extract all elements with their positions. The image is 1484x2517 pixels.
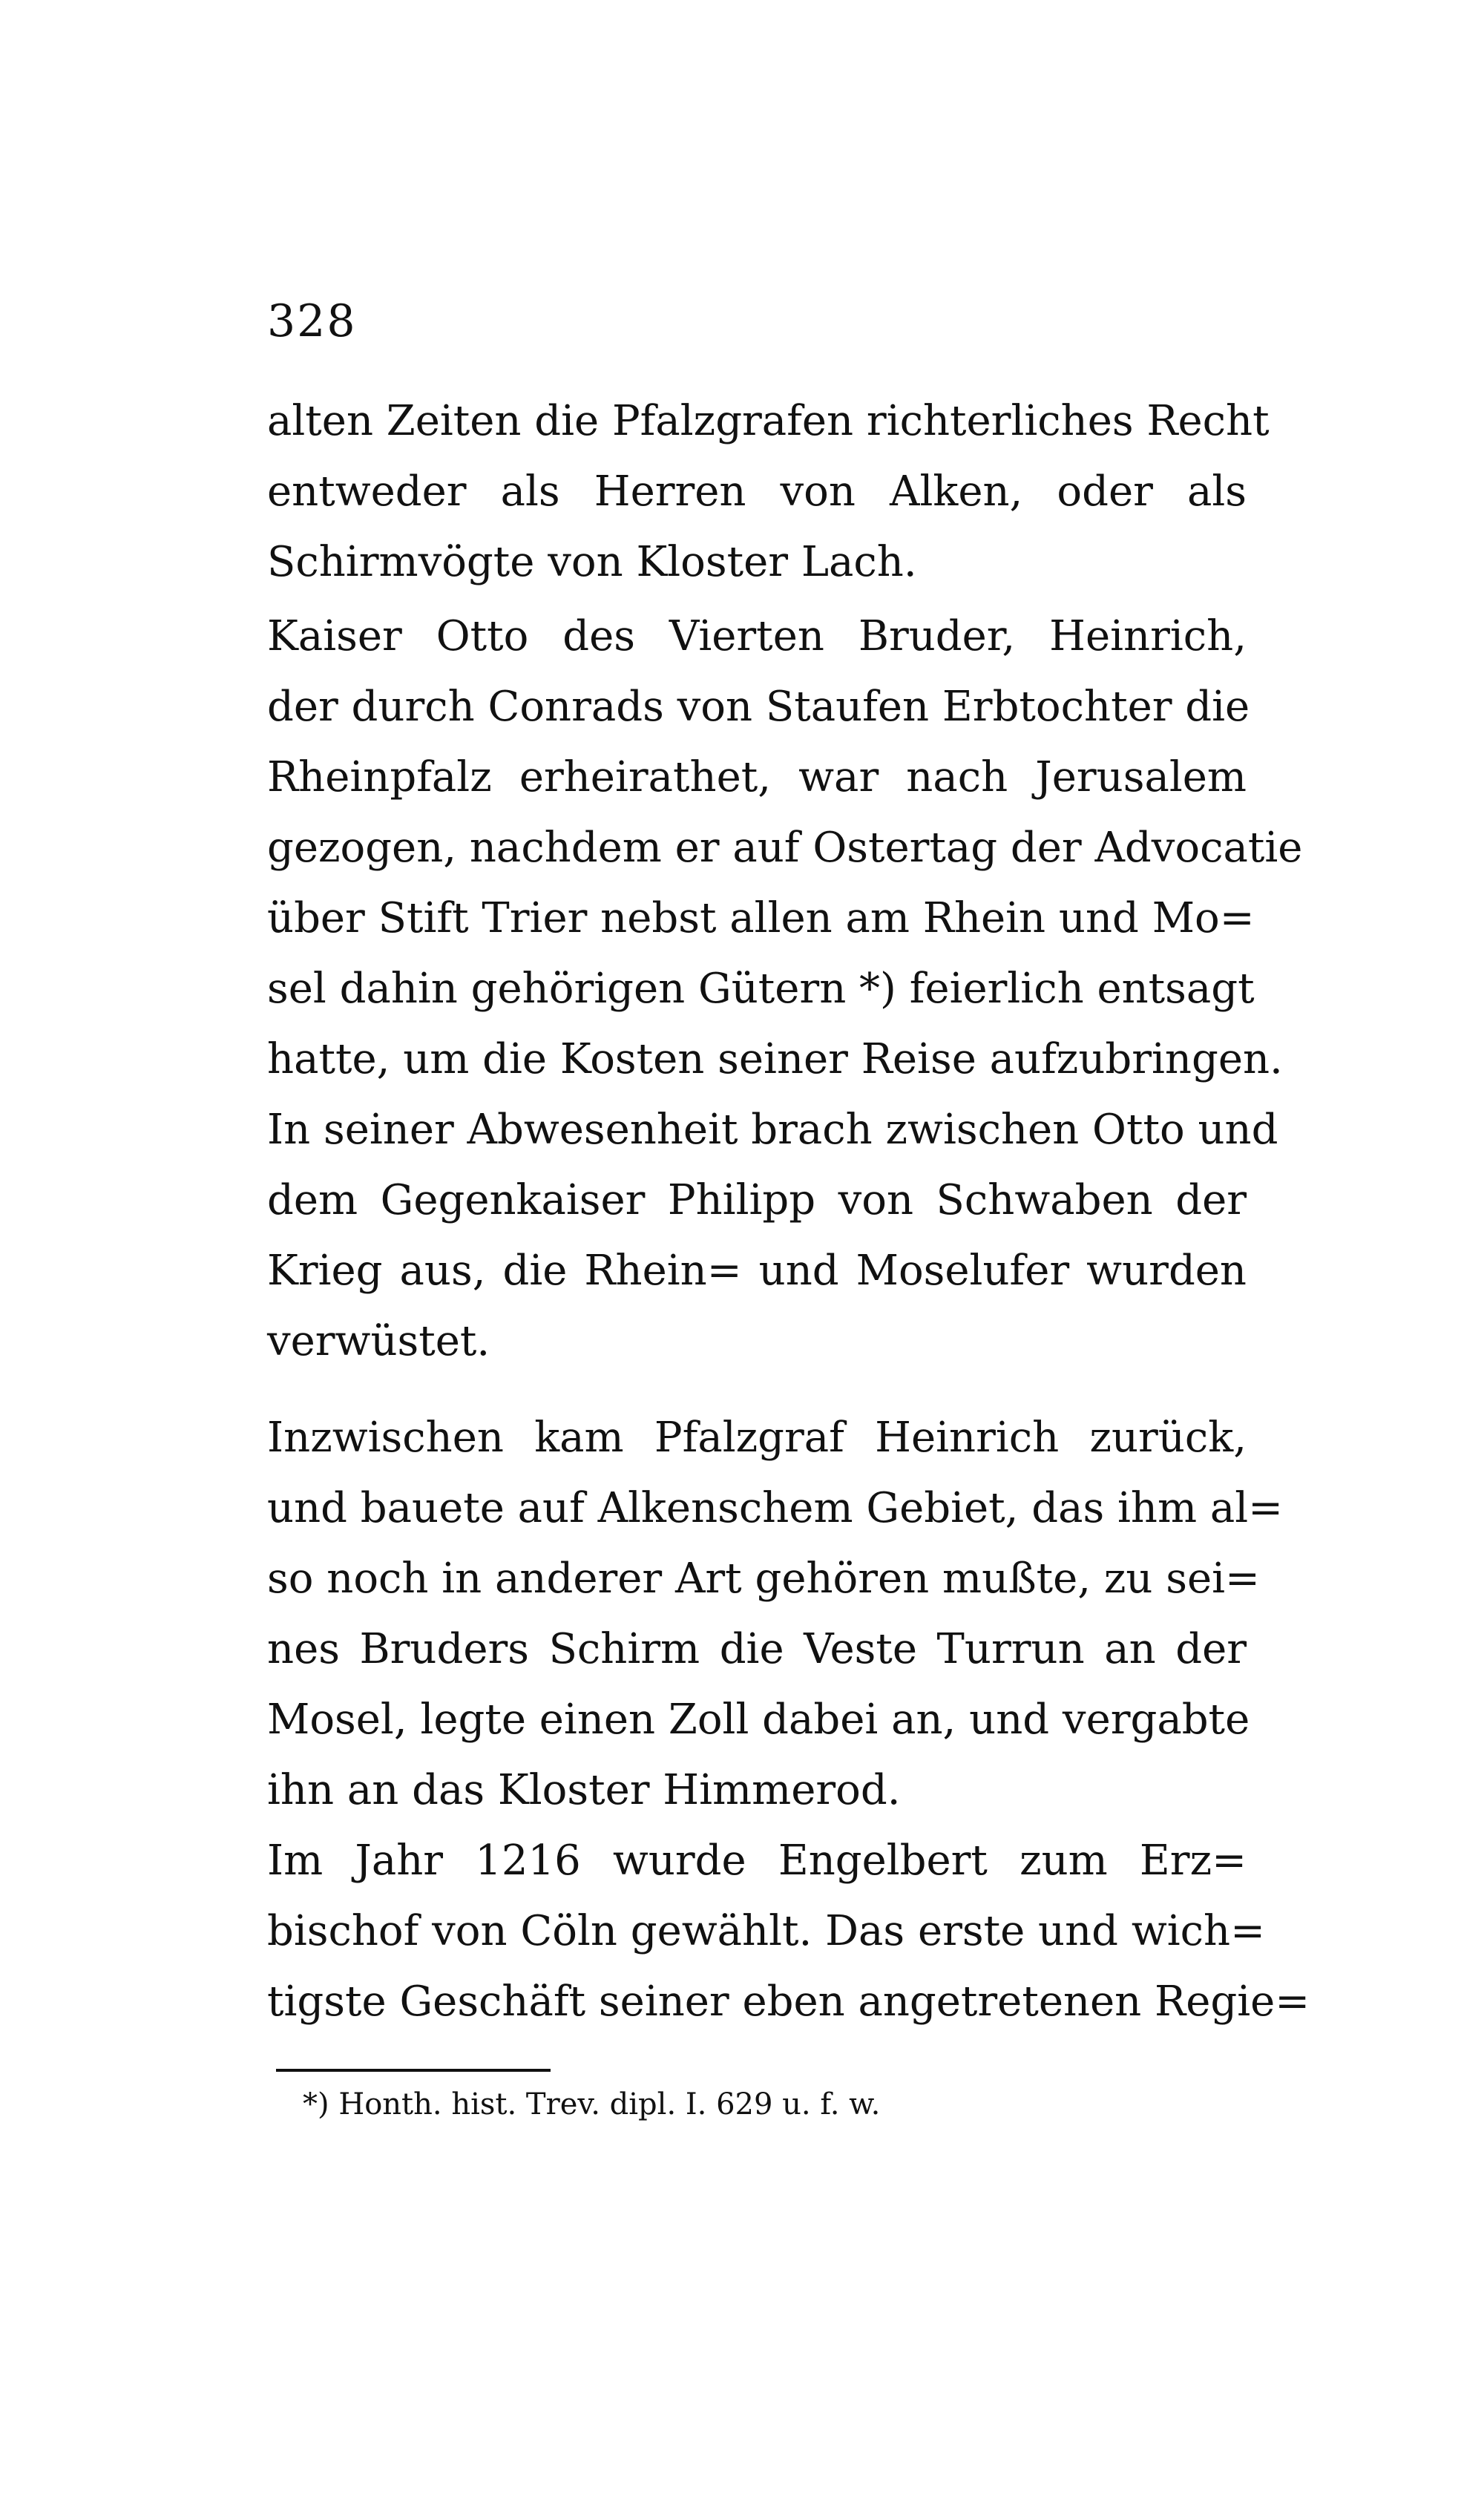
text-line: dem Gegenkaiser Philipp von Schwaben der [267,1176,1247,1224]
text-line: und bauete auf Alkenschem Gebiet, das ihm al= [267,1484,1284,1532]
footnote-divider [276,2069,551,2072]
text-line: gezogen, nachdem er auf Ostertag der Advocatie [267,824,1303,872]
text-line: ihn an das Kloster Himmerod. [267,1766,901,1814]
text-line: verwüstet. [267,1317,490,1365]
text-line: hatte, um die Kosten seiner Reise aufzubringen. [267,1035,1283,1083]
text-line: sel dahin gehörigen Gütern *) feierlich entsagt [267,965,1255,1013]
paragraph-1 [267,386,1270,597]
paragraph-2 [267,601,1303,1376]
text-line: Kaiser Otto des Vierten Bruder, Heinrich, [267,612,1247,660]
paragraph-3 [267,1402,1284,1825]
text-line: bischof von Cöln gewählt. Das erste und wich= [267,1907,1266,1955]
text-line: Mosel, legte einen Zoll dabei an, und vergabte [267,1696,1250,1744]
paragraph-4 [267,1825,1310,2037]
footnote: *) Honth. hist. Trev. dipl. I. 629 u. f. w. [303,2087,881,2121]
text-line: tigste Geschäft seiner eben angetretenen Regie= [267,1978,1310,2026]
text-line: nes Bruders Schirm die Veste Turrun an der [267,1625,1247,1673]
text-line: Rheinpfalz erheirathet, war nach Jerusalem [267,753,1247,801]
text-line: so noch in anderer Art gehören mußte, zu sei= [267,1555,1260,1603]
text-line: Schirmvögte von Kloster Lach. [267,538,917,586]
text-line: Inzwischen kam Pfalzgraf Heinrich zurück, [267,1414,1247,1462]
text-line: entweder als Herren von Alken, oder als [267,467,1247,516]
text-line: der durch Conrads von Staufen Erbtochter die [267,683,1250,731]
text-line: über Stift Trier nebst allen am Rhein und Mo= [267,894,1255,942]
text-line: In seiner Abwesenheit brach zwischen Otto und [267,1106,1278,1154]
text-line: Krieg aus, die Rhein= und Moselufer wurden [267,1247,1247,1295]
text-line: alten Zeiten die Pfalzgrafen richterliches Recht [267,397,1270,445]
text-line: Im Jahr 1216 wurde Engelbert zum Erz= [267,1837,1247,1885]
page-number: 328 [267,295,357,347]
